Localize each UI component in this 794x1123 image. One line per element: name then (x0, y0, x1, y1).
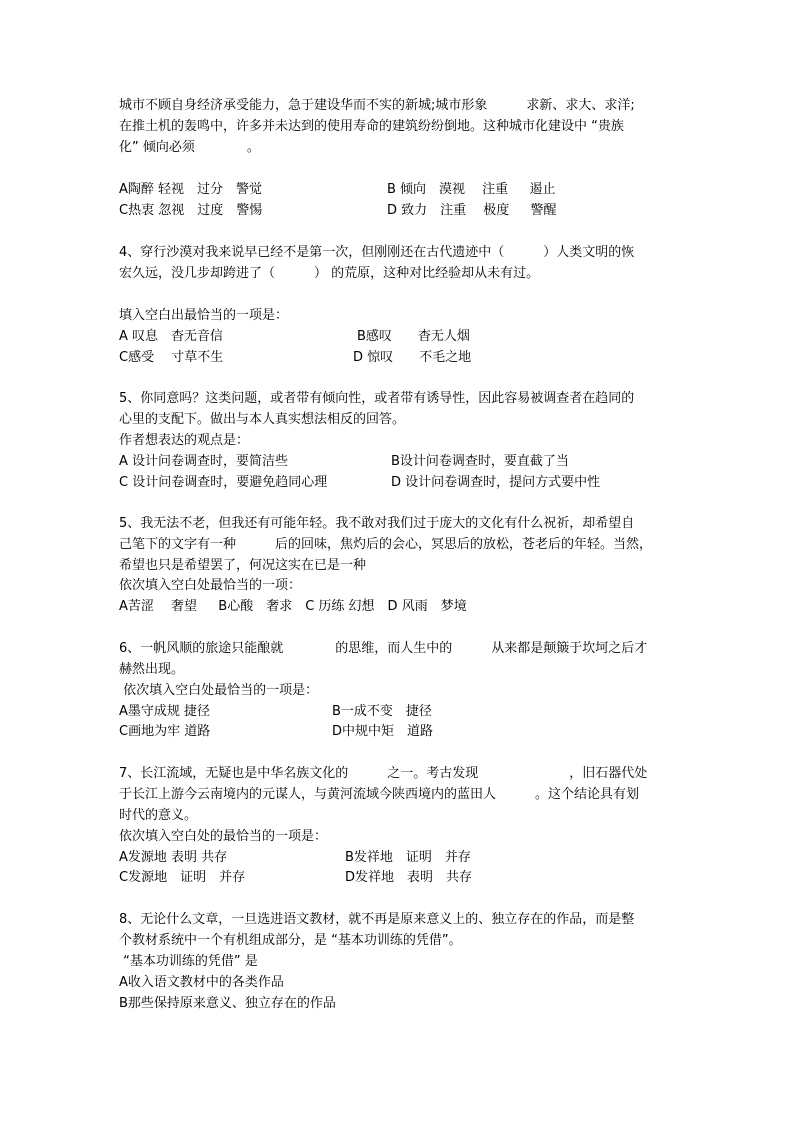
q6-option-b: B一成不变 捷径 (332, 704, 432, 719)
q4-line-1: 4、穿行沙漠对我来说早已经不是第一次，但刚刚还在古代遗迹中（ ）人类文明的恢 (119, 245, 635, 260)
q5a-option-d: D 设计问卷调查时，提问方式要中性 (391, 475, 601, 490)
q6-prompt: 依次填入空白处最恰当的一项是： (119, 683, 319, 698)
q8-option-b: B那些保持原来意义、独立存在的作品 (119, 996, 336, 1011)
intro-option-c: C热衷 忽视 过度 警惕 (119, 203, 263, 218)
q6-option-a: A墨守成规 捷径 (119, 704, 211, 719)
q6-line-1: 6、一帆风顺的旅途只能酿就 的思维，而人生中的 从来都是颠簸于坎坷之后才 (119, 641, 648, 656)
q4-option-a: A 叹息 杳无音信 (119, 329, 224, 344)
q7-prompt: 依次填入空白处的最恰当的一项是： (119, 829, 328, 844)
q5b-line-1: 5、我无法不老，但我还有可能年轻。我不敢对我们过于庞大的文化有什么祝祈，却希望自 (119, 516, 635, 531)
q4-option-c: C感受 寸草不生 (119, 350, 224, 365)
q7-line-1: 7、长江流域，无疑也是中华名族文化的 之一。考古发现 ，旧石器代处 (119, 766, 648, 781)
q5a-option-b: B设计问卷调查时，要直截了当 (391, 454, 569, 469)
intro-line-3: 化” 倾向必须 。 (119, 140, 260, 155)
q7-option-b: B发祥地 证明 并存 (345, 850, 471, 865)
q4-prompt: 填入空白出最恰当的一项是： (119, 308, 289, 323)
q4-option-d: D 惊叹 不毛之地 (353, 350, 472, 365)
q5a-option-c: C 设计问卷调查时，要避免趋同心理 (119, 475, 328, 490)
intro-line-1: 城市不顾自身经济承受能力，急于建设华而不实的新城;城市形象 求新、求大、求洋; (119, 98, 635, 113)
q7-option-d: D发祥地 表明 共存 (345, 870, 473, 885)
intro-option-a: A陶醉 轻视 过分 警觉 (119, 182, 263, 197)
q5b-prompt: 依次填入空白处最恰当的一项： (119, 578, 302, 593)
q7-line-3: 时代的意义。 (119, 808, 198, 823)
q8-prompt: “基本功训练的凭借” 是 (119, 954, 258, 969)
q7-option-a: A发源地 表明 共存 (119, 850, 228, 865)
intro-line-2: 在推土机的轰鸣中，许多并未达到的使用寿命的建筑纷纷倒地。这种城市化建设中 “贵族 (119, 119, 624, 134)
q4-line-2: 宏久远，没几步却跨进了（ ） 的荒原，这种对比经验却从未有过。 (119, 266, 540, 281)
q8-line-2: 个教材系统中一个有机组成部分，是 “基本功训练的凭借”。 (119, 933, 462, 948)
q5b-line-2: 己笔下的文字有一种 后的回味，焦灼后的会心，冥思后的放松，苍老后的年轻。当然， (119, 537, 653, 552)
q8-line-1: 8、无论什么文章，一旦选进语文教材，就不再是原来意义上的、独立存在的作品，而是整 (119, 912, 635, 927)
q5a-line-2: 心里的支配下。做出与本人真实想法相反的回答。 (119, 412, 406, 427)
q5b-line-3: 希望也只是希望罢了，何况这实在已是一种 (119, 558, 367, 573)
q7-option-c: C发源地 证明 并存 (119, 870, 246, 885)
q8-option-a: A收入语文教材中的各类作品 (119, 975, 284, 990)
q4-option-b: B感叹 杳无人烟 (357, 329, 470, 344)
q6-line-2: 赫然出现。 (119, 662, 185, 677)
q5a-line-1: 5、你同意吗？这类问题，或者带有倾向性，或者带有诱导性，因此容易被调查者在趋同的 (119, 391, 635, 406)
q6-option-d: D中规中矩 道路 (332, 724, 434, 739)
q6-option-c: C画地为牢 道路 (119, 724, 211, 739)
intro-option-d: D 致力 注重 极度 警醒 (387, 203, 557, 218)
intro-option-b: B 倾向 漠视 注重 遏止 (387, 182, 556, 197)
q7-line-2: 于长江上游今云南境内的元谋人，与黄河流域今陕西境内的蓝田人 。这个结论具有划 (119, 787, 640, 802)
q5a-option-a: A 设计问卷调查时，要简洁些 (119, 454, 289, 469)
q5a-prompt: 作者想表达的观点是： (119, 433, 250, 448)
q5b-options: A苦涩 奢望 B心酸 奢求 C 历练 幻想 D 风雨 梦境 (119, 599, 467, 614)
